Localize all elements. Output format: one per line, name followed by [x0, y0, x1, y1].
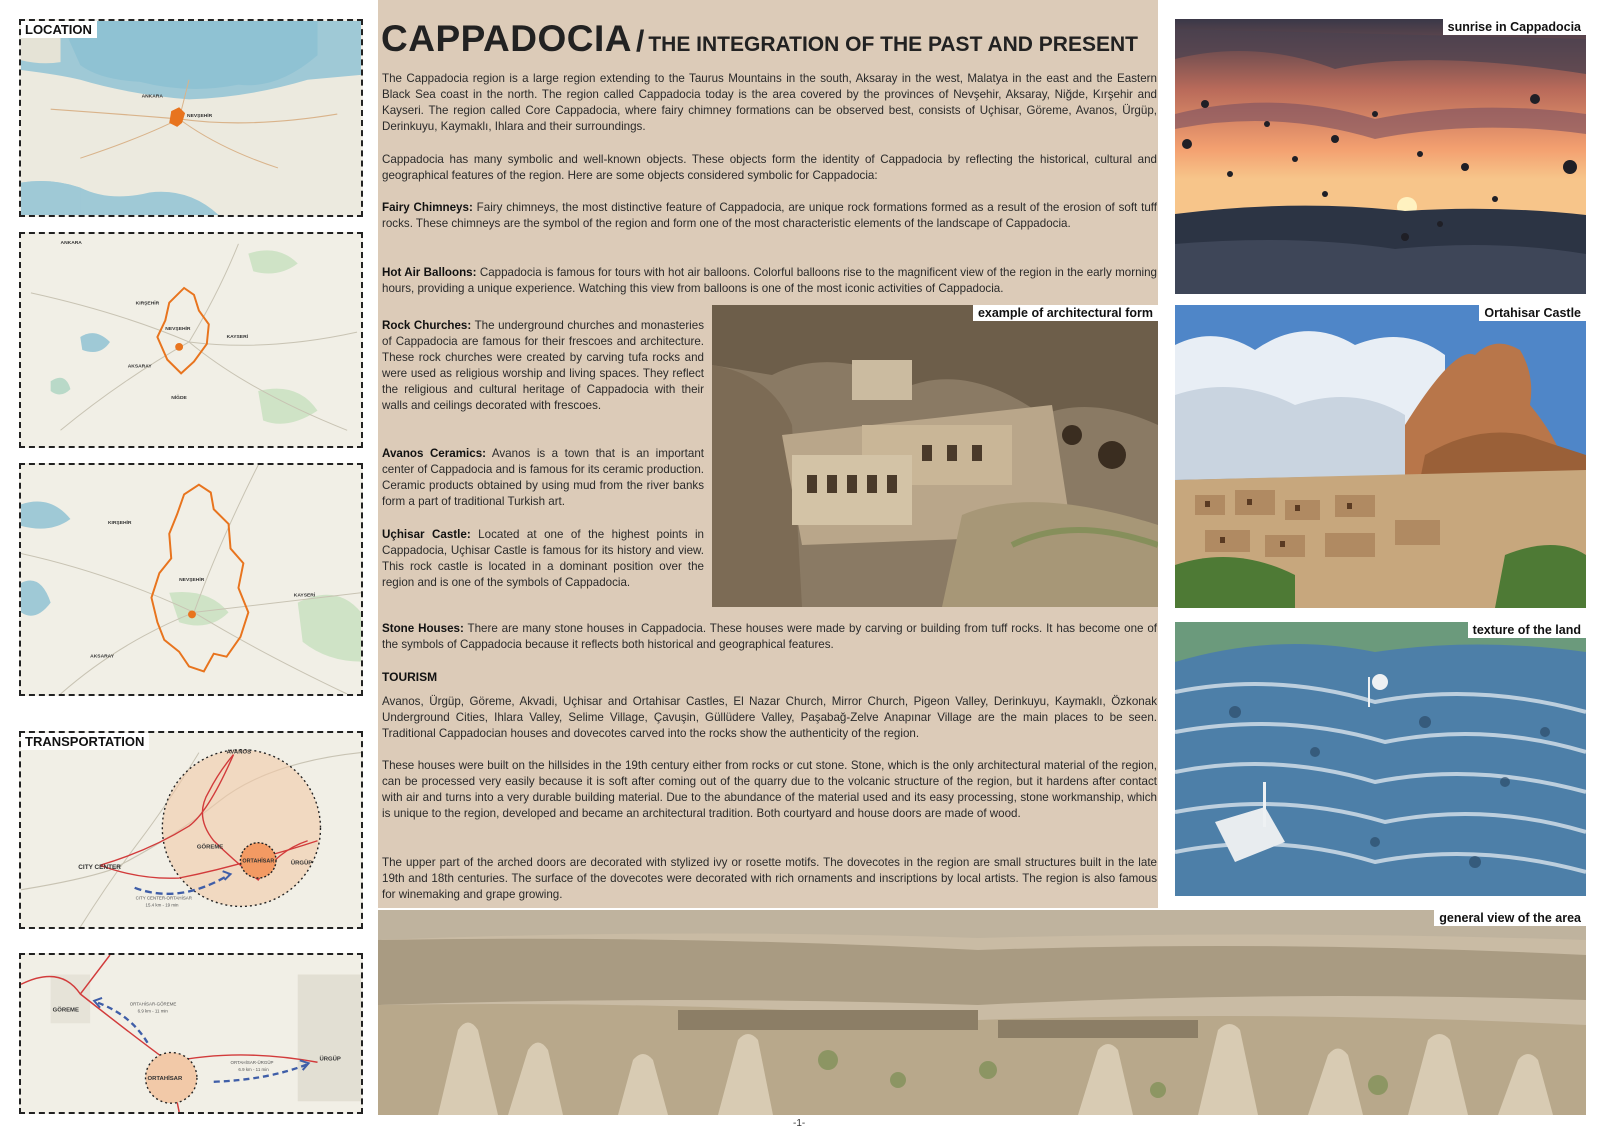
transport-place-urgup: ÜRGÜP — [290, 860, 313, 867]
churches-label: Rock Churches: — [382, 319, 472, 332]
sunrise-photo — [1175, 19, 1586, 294]
ortahisar-caption: Ortahisar Castle — [1479, 305, 1586, 321]
fairy-paragraph — [382, 200, 1157, 232]
transport-place-ortahisar: ORTAHİSAR — [242, 858, 275, 865]
churches-paragraph — [382, 318, 704, 414]
general-view-photo — [378, 910, 1586, 1115]
transportation-map — [19, 731, 363, 929]
province-place-nevsehir: NEVŞEHİR — [165, 327, 191, 333]
tourism-paragraph: Avanos, Ürgüp, Göreme, Akvadi, Uçhisar and Ortahisar Castles, El Nazar Church, Mirror Church, Pigeon Valley, Derinkuyu, Kaymaklı, Özkonak Underground Cities, Ihlara Valley, Selime Village, Çavuşin, Güllüdere Valley, Paşabağ-Zelve Anapınar Village are the main places to be seen. Traditional Cappadocian houses and dovecotes carved into the rocks show the authenticity of the region. — [382, 695, 1157, 740]
architecture-caption: example of architectural form — [973, 305, 1158, 321]
texture-photo-graphic — [1175, 622, 1586, 896]
transportation-map-graphic — [21, 733, 361, 927]
detail-map — [19, 463, 363, 696]
churches-text: The underground churches and monasteries of Cappadocia are famous for their frescoes and architecture. These rock churches were created by carving tufa rocks and were used as religious worship and living spaces. They reflect the religious and cultural heritage of Cappadocia with their walls and ceilings decorated with frescoes. — [382, 319, 704, 412]
architecture-photo — [712, 305, 1158, 607]
stone-paragraph — [382, 621, 1157, 653]
province-map-graphic — [21, 234, 361, 446]
transport-place-avanos: AVANOS — [226, 749, 252, 756]
title-main: CAPPADOCIA — [381, 18, 632, 59]
local-place-urgup: ÜRGÜP — [319, 1056, 341, 1063]
ceramics-paragraph — [382, 446, 704, 510]
detail-place-kayseri: KAYSERİ — [293, 593, 316, 599]
detail-place-kirsehir: KIRŞEHİR — [107, 520, 132, 526]
province-map — [19, 232, 363, 448]
local-route2-label: ORTAHİSAR-ÜRGÜP — [230, 1060, 274, 1066]
ortahisar-photo-graphic — [1175, 305, 1586, 608]
page-number: -1- — [793, 1118, 806, 1129]
castle-text: Located at one of the highest points in Cappadocia, Uçhisar Castle is famous for its history and view. This rock castle is located in a dominant position over the region and is one of the symbols of Cappadocia. — [382, 528, 704, 589]
transport-place-city-center: CITY CENTER — [78, 864, 121, 872]
transport-route-detail: 15.4 km - 19 min — [145, 902, 179, 908]
title-subtitle: THE INTEGRATION OF THE PAST AND PRESENT — [648, 33, 1138, 56]
detail-place-aksaray: AKSARAY — [90, 654, 115, 660]
ceramics-label: Avanos Ceramics: — [382, 447, 487, 460]
sunrise-photo-graphic — [1175, 19, 1586, 294]
local-route1-detail: 6.9 km - 11 min — [137, 1008, 168, 1014]
location-map — [19, 19, 363, 217]
transport-place-goreme: GÖREME — [196, 844, 224, 851]
province-place-aksaray: AKSARAY — [127, 364, 152, 370]
detail-map-graphic — [21, 465, 361, 694]
texture-caption: texture of the land — [1468, 622, 1586, 638]
province-place-ankara: ANKARA — [60, 240, 82, 246]
ortahisar-photo — [1175, 305, 1586, 608]
ceramics-text: Avanos is a town that is an important center of Cappadocia and is famous for its ceramic production. Ceramic products obtained by using mud from the river banks form a part of traditional Turkish art. — [382, 447, 704, 508]
location-place-nevsehir: NEVŞEHİR — [187, 114, 213, 120]
tourism-heading: TOURISM — [382, 670, 438, 684]
province-place-nigde: NİĞDE — [171, 395, 187, 401]
balloons-label: Hot Air Balloons: — [382, 266, 477, 279]
symbols-paragraph: Cappadocia has many symbolic and well-known objects. These objects form the identity of Cappadocia by reflecting the historical, cultural and geographical features of the region. Here are some objects considered symbolic for Cappadocia: — [382, 153, 1157, 182]
fairy-label: Fairy Chimneys: — [382, 201, 473, 214]
general-view-caption: general view of the area — [1434, 910, 1586, 926]
castle-label: Uçhisar Castle: — [382, 528, 471, 541]
detail-place-nevsehir: NEVŞEHİR — [179, 577, 205, 583]
province-place-kirsehir: KIRŞEHİR — [135, 301, 160, 307]
location-place-ankara: ANKARA — [141, 94, 163, 100]
location-map-label: LOCATION — [21, 21, 97, 38]
doors-paragraph: The upper part of the arched doors are decorated with stylized ivy or rosette motifs. The dovecotes in the region are small structures built in the late 19th and 18th centuries. The surface of the dovecotes were decorated with rich ornaments and inscriptions by local artists. The region is also famous for winemaking and grape growing. — [382, 856, 1157, 901]
balloons-paragraph — [382, 265, 1157, 297]
local-route2-detail: 6.9 km - 11 min — [238, 1067, 269, 1073]
location-map-graphic — [21, 21, 361, 215]
intro-paragraph: The Cappadocia region is a large region extending to the Taurus Mountains in the south, Aksaray in the west, Malatya in the east and the Eastern Black Sea coast in the north. The region called Cappadocia today is the area covered by the provinces of Nevşehir, Aksaray, Niğde, Kırşehir and Kayseri. The region called Core Cappadocia, where fairy chimney formations can be observed best, consists of Uçhisar, Göreme, Avanos, Ürgüp, Derinkuyu, Kaymaklı, Ihlara and their surroundings. — [382, 72, 1157, 133]
local-place-goreme: GÖREME — [52, 1007, 79, 1014]
transportation-map-label: TRANSPORTATION — [21, 733, 149, 750]
general-view-photo-graphic — [378, 910, 1586, 1115]
local-route1-label: ORTAHİSAR-GÖREME — [129, 1001, 177, 1007]
texture-photo — [1175, 622, 1586, 896]
stone-label: Stone Houses: — [382, 622, 464, 635]
sunrise-caption: sunrise in Cappadocia — [1443, 19, 1586, 35]
page-title — [381, 18, 1138, 60]
province-place-kayseri: KAYSERİ — [226, 335, 249, 341]
castle-paragraph — [382, 527, 704, 591]
transport-route-label: CITY CENTER-ORTAHİSAR — [135, 895, 192, 901]
stone-text: There are many stone houses in Cappadocia. These houses were made by carving or building from tuff rocks. It has become one of the symbols of Cappadocia because it reflects both historical and geographical features. — [382, 622, 1158, 651]
fairy-text: Fairy chimneys, the most distinctive feature of Cappadocia, are unique rock formations formed as a result of the erosion of soft tuff rocks. These chimneys are the symbol of the region and form one of the most characteristic elements of the landscape of Cappadocia. — [382, 201, 1158, 230]
local-routes-map-graphic — [21, 955, 361, 1112]
local-routes-map — [19, 953, 363, 1114]
architecture-photo-graphic — [712, 305, 1158, 607]
balloons-text: Cappadocia is famous for tours with hot air balloons. Colorful balloons rise to the magnificent view of the region in the early morning hours, providing a unique experience. Watching this view from balloons is one of the most iconic activities of Cappadocia. — [382, 266, 1158, 295]
title-separator: / — [636, 25, 645, 58]
houses-paragraph: These houses were built on the hillsides in the 19th century either from rocks or cut stone. Stone, which is the only architectural material of the region, can be processed very easily because it is soft after coming out of the quarry due to the volcanic structure of the region, but it hardens after contact with air and turns into a very durable building material. Due to the abundance of the material used and its easy processing, stone workmanship, which is unique to the region, developed and became an architectural tradition. Both courtyard and house doors are made of wood. — [382, 759, 1157, 820]
local-place-ortahisar: ORTAHİSAR — [147, 1075, 183, 1082]
